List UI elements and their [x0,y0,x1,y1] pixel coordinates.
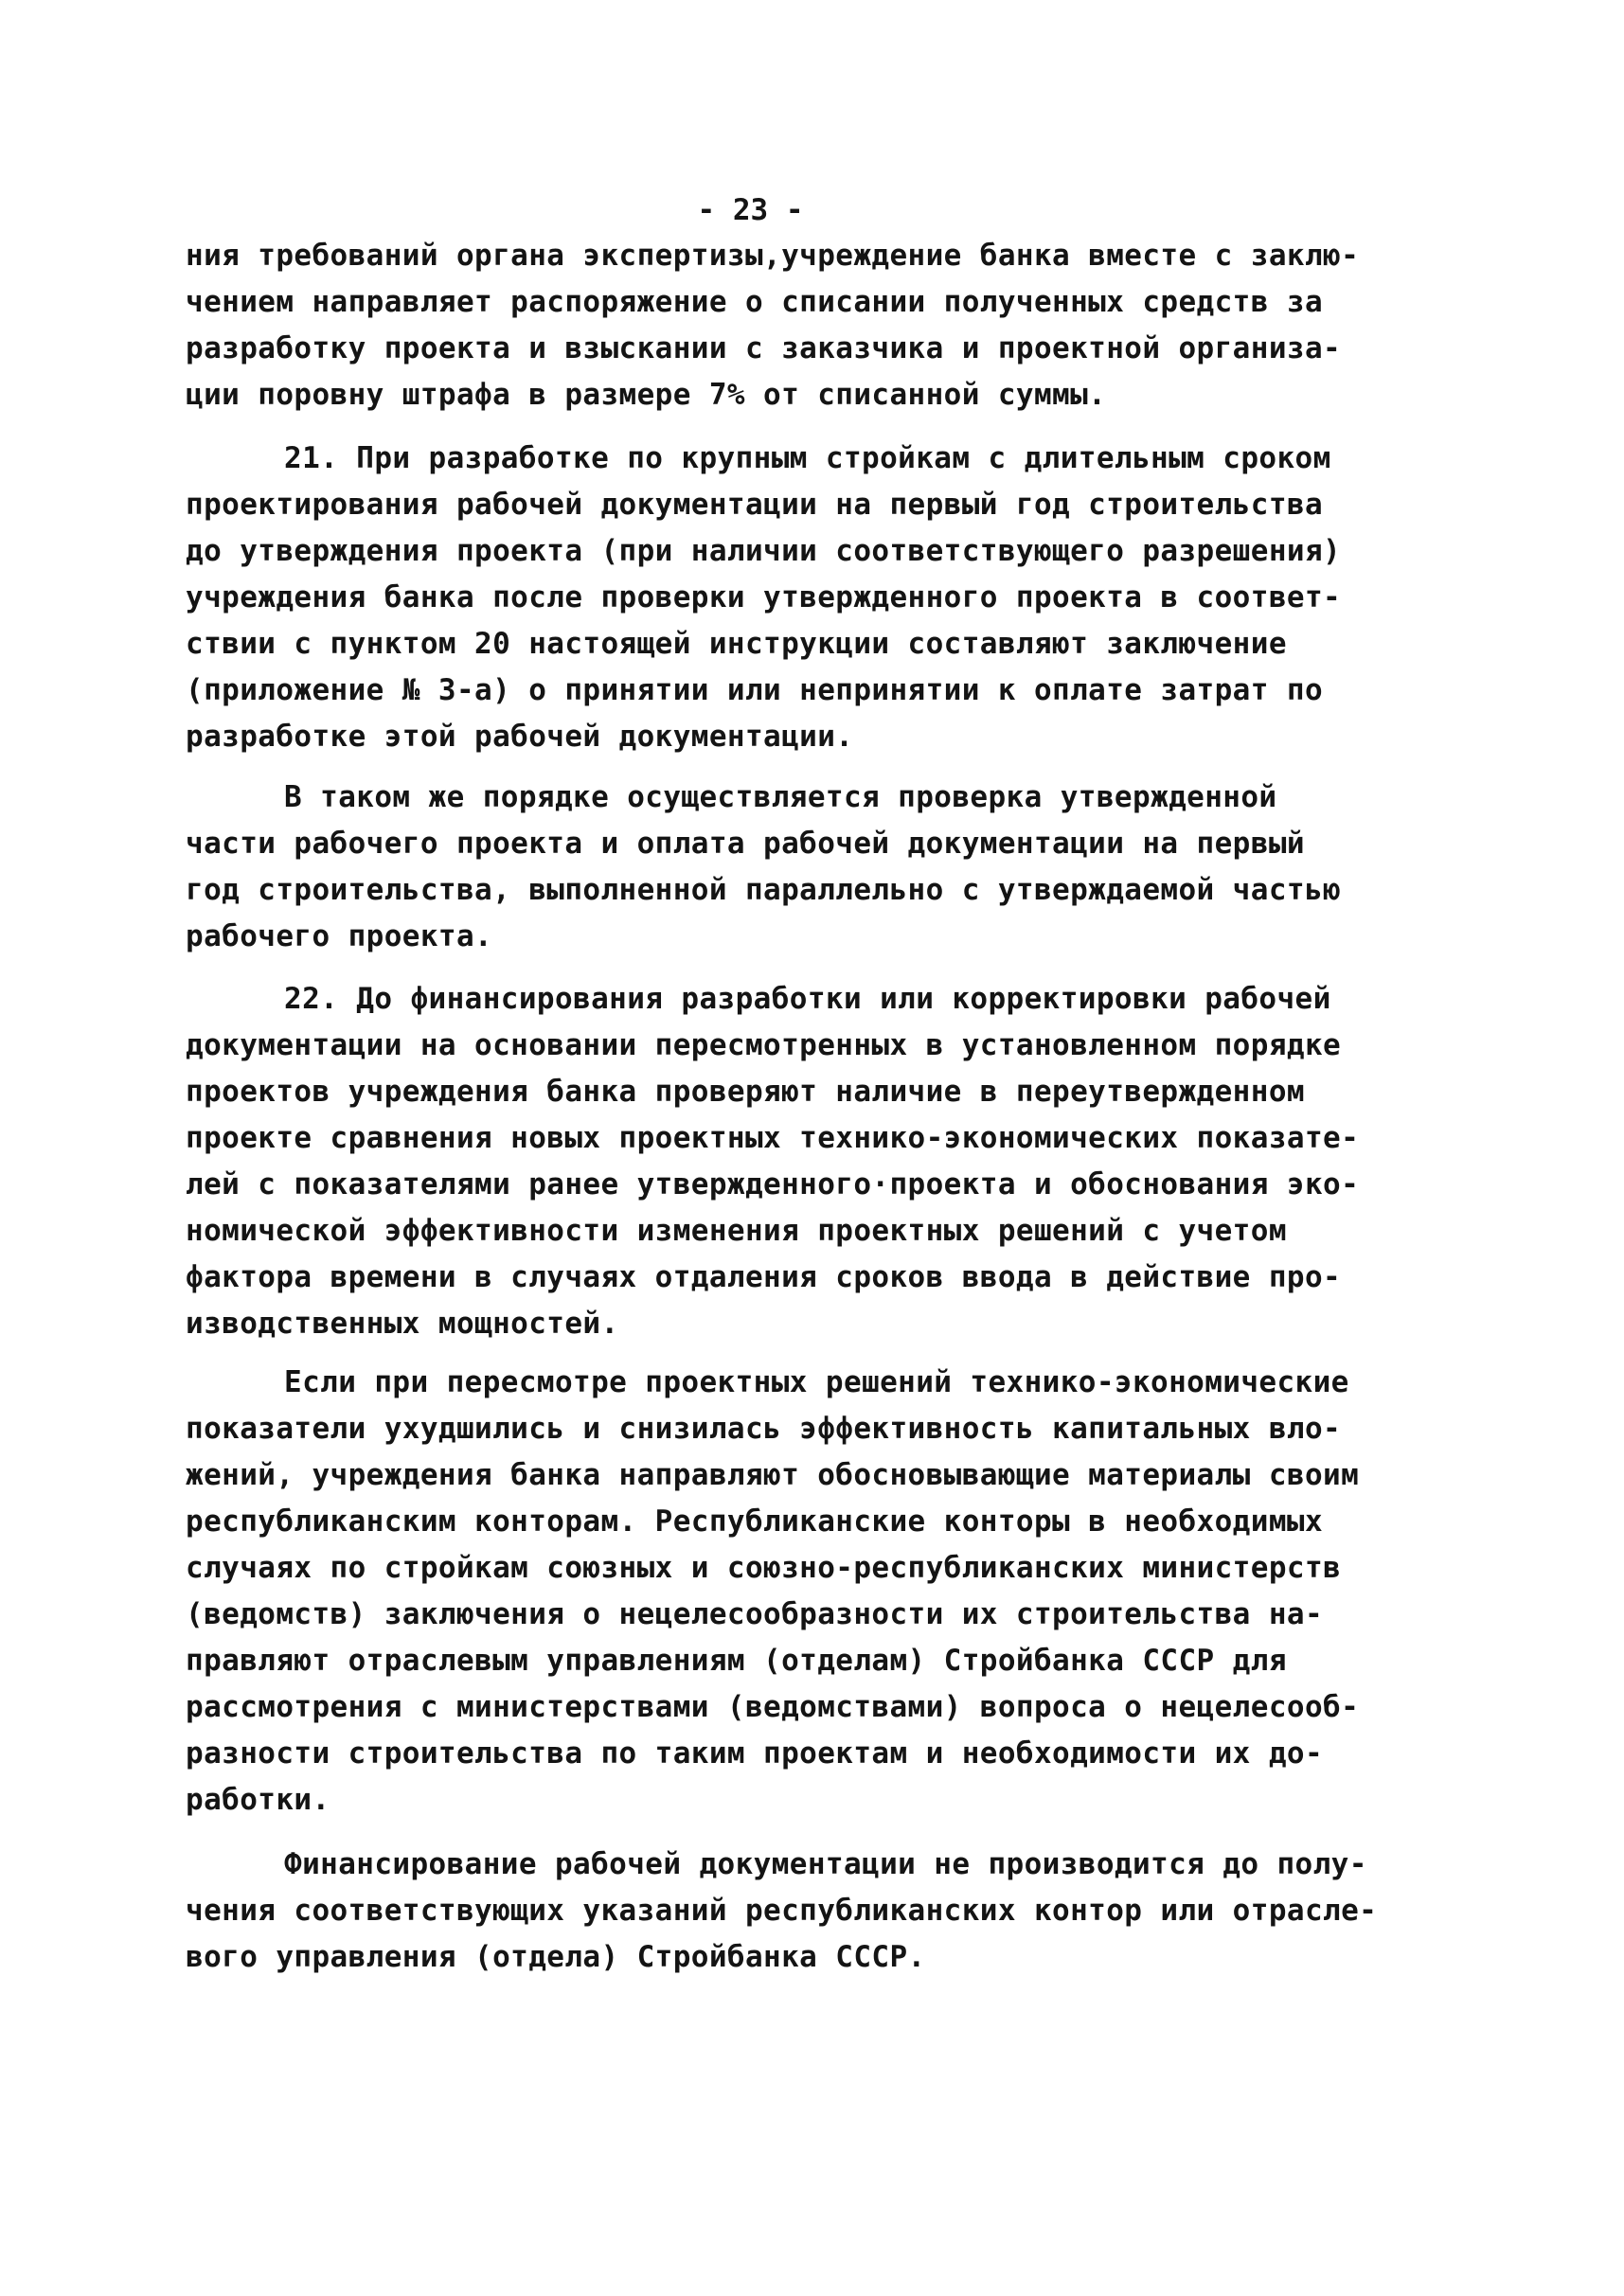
text-line: разработке этой рабочей документации. [186,720,854,754]
text-line: 21. При разработке по крупным стройкам с длительным сроком [284,441,1331,475]
text-line: работки. [186,1783,330,1817]
text-line: проектирования рабочей документации на первый год строительства [186,488,1324,522]
text-line: 22. До финансирования разработки или корректировки рабочей [284,982,1331,1016]
text-line: разработку проекта и взыскании с заказчика и проектной организа- [186,331,1342,365]
paragraph-item-22 [186,976,1473,1347]
text-line: ции поровну штрафа в размере 7% от списанной суммы. [186,378,1107,412]
text-line: чения соответствующих указаний республиканских контор или отрасле- [186,1894,1378,1928]
text-line: лей с показателями ранее утвержденного·проекта и обоснования эко- [186,1167,1360,1201]
text-line: рабочего проекта. [186,919,493,953]
text-line: Финансирование рабочей документации не производится до полу- [284,1847,1367,1881]
text-line: учреждения банка после проверки утвержденного проекта в соответ- [186,580,1342,614]
paragraph-revision [186,1360,1473,1824]
text-line: части рабочего проекта и оплата рабочей документации на первый [186,827,1305,861]
text-line: номической эффективности изменения проектных решений с учетом [186,1214,1287,1248]
text-line: чением направляет распоряжение о списании полученных средств за [186,285,1324,319]
text-line: год строительства, выполненной параллельно с утверждаемой частью [186,873,1342,907]
text-line: показатели ухудшились и снизилась эффективность капитальных вло- [186,1412,1342,1446]
text-line: (приложение № 3-а) о принятии или непринятии к оплате затрат по [186,673,1324,707]
text-line: проектов учреждения банка проверяют наличие в переутвержденном [186,1075,1305,1109]
text-line: разности строительства по таким проектам и необходимости их до- [186,1736,1324,1771]
text-line: документации на основании пересмотренных в установленном порядке [186,1028,1342,1062]
text-line: до утверждения проекта (при наличии соответствующего разрешения) [186,534,1342,568]
text-line: (ведомств) заключения о нецелесообразности их строительства на- [186,1597,1324,1631]
text-line: проекте сравнения новых проектных технико-экономических показате- [186,1121,1360,1155]
text-line: рассмотрения с министерствами (ведомствами) вопроса о нецелесооб- [186,1690,1360,1724]
paragraph-financing [186,1842,1473,1981]
text-line: ния требований органа экспертизы,учреждение банка вместе с заклю- [186,239,1360,273]
text-line: жений, учреждения банка направляют обосновывающие материалы своим [186,1458,1360,1492]
paragraph-item-21 [186,436,1473,760]
paragraph-continuation [186,233,1473,418]
text-line: случаях по стройкам союзных и союзно-республиканских министерств [186,1551,1342,1585]
paragraph-same-order [186,774,1473,960]
text-line: республиканским конторам. Республиканские конторы в необходимых [186,1504,1324,1539]
text-line: Если при пересмотре проектных решений технико-экономические [284,1365,1349,1399]
text-line: фактора времени в случаях отдаления сроков ввода в действие про- [186,1260,1342,1294]
text-line: вого управления (отдела) Стройбанка СССР. [186,1940,926,1974]
text-line: ствии с пунктом 20 настоящей инструкции составляют заключение [186,627,1287,661]
text-line: изводственных мощностей. [186,1307,619,1341]
text-line: В таком же порядке осуществляется проверка утвержденной [284,780,1277,814]
page-number: - 23 - [697,193,804,227]
text-line: правляют отраслевым управлениям (отделам) Стройбанка СССР для [186,1644,1287,1678]
